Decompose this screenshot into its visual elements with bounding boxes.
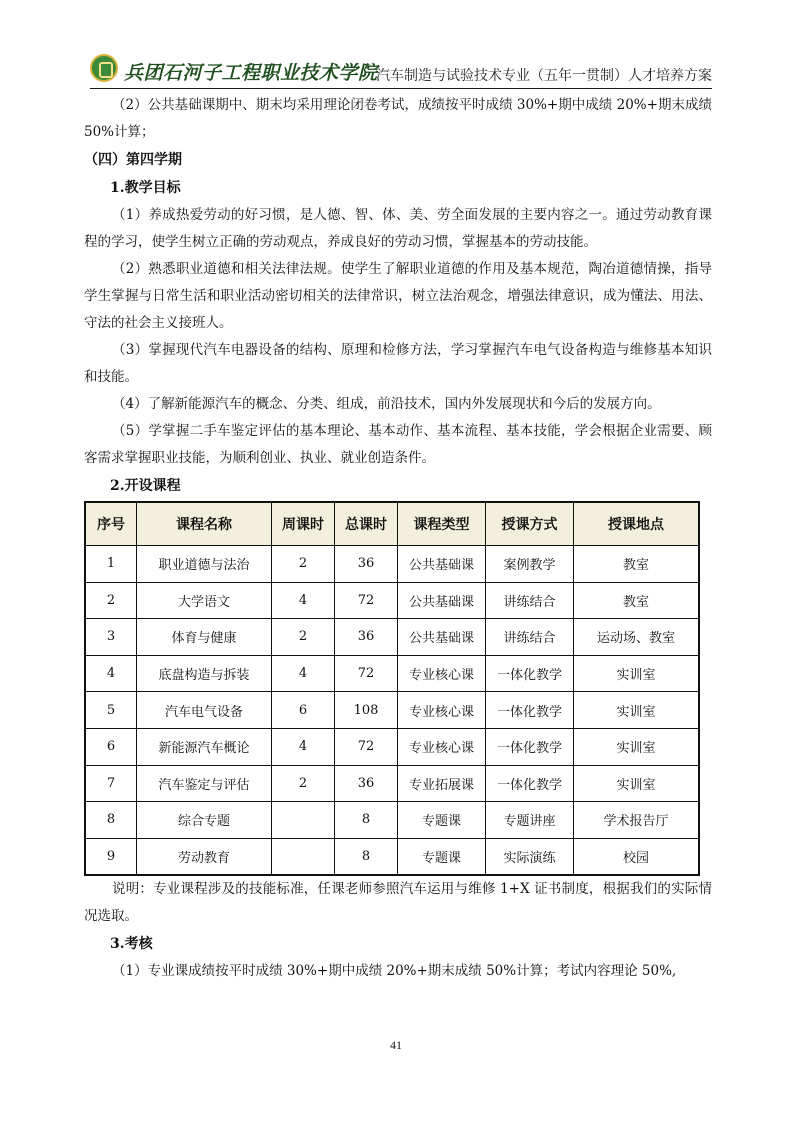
col-header-method: 授课方式: [486, 502, 574, 546]
page-content: [84, 92, 712, 985]
intro-paragraph: （2）公共基础课期中、期末均采用理论闭卷考试，成绩按平时成绩 30%+期中成绩 20%+期末成绩 50%计算；: [84, 97, 712, 140]
cell-course-name: 综合专题: [137, 802, 272, 839]
cell-weekly-hours: 2: [272, 765, 335, 802]
cell-teaching-method: 一体化教学: [486, 765, 574, 802]
cell-course-type: 专业核心课: [398, 692, 486, 729]
exam-heading: 3.考核: [110, 936, 153, 953]
exam-paragraph: （1）专业课成绩按平时成绩 30%+期中成绩 20%+期末成绩 50%计算；考试内容理论 50%,: [112, 963, 677, 980]
cell-course-name: 职业道德与法治: [137, 546, 272, 583]
section-heading: （四）第四学期: [84, 152, 182, 168]
cell-course-type: 专题课: [398, 838, 486, 875]
cell-course-name: 底盘构造与拆装: [137, 655, 272, 692]
cell-location: 实训室: [574, 655, 700, 692]
cell-total-hours: 72: [335, 582, 398, 619]
cell-total-hours: 36: [335, 546, 398, 583]
cell-teaching-method: 实际演练: [486, 838, 574, 875]
cell-course-name: 劳动教育: [137, 838, 272, 875]
cell-total-hours: 36: [335, 765, 398, 802]
cell-index: 2: [85, 582, 137, 619]
table-row: [85, 619, 699, 656]
cell-course-name: 汽车电气设备: [137, 692, 272, 729]
school-logo-icon: [90, 54, 118, 82]
cell-total-hours: 8: [335, 802, 398, 839]
cell-course-type: 专业核心课: [398, 728, 486, 765]
cell-total-hours: 72: [335, 728, 398, 765]
courses-heading: 2.开设课程: [110, 478, 181, 494]
cell-teaching-method: 一体化教学: [486, 692, 574, 729]
cell-teaching-method: 案例教学: [486, 546, 574, 583]
col-header-type: 课程类型: [398, 502, 486, 546]
table-row: [85, 692, 699, 729]
table-note: 说明：专业课程涉及的技能标准，任课老师参照汽车运用与维修 1+X 证书制度，根据我们的实际情况选取。: [84, 881, 712, 925]
table-row: [85, 655, 699, 692]
cell-weekly-hours: 6: [272, 692, 335, 729]
cell-location: 教室: [574, 582, 700, 619]
goal-paragraph: （5）学掌握二手车鉴定评估的基本理论、基本动作、基本流程、基本技能，学会根据企业需要、顾客需求掌握职业技能，为顺利创业、执业、就业创造条件。: [84, 423, 712, 466]
table-row: [85, 582, 699, 619]
cell-index: 8: [85, 802, 137, 839]
cell-total-hours: 8: [335, 838, 398, 875]
page-header: [90, 52, 712, 89]
cell-teaching-method: 讲练结合: [486, 582, 574, 619]
goal-paragraph: （2）熟悉职业道德和相关法律法规。使学生了解职业道德的作用及基本规范，陶冶道德情操，指导学生掌握与日常生活和职业活动密切相关的法律常识，树立法治观念，增强法律意识，成为懂法、用法、守法的社会主义接班人。: [84, 261, 712, 331]
cell-course-name: 新能源汽车概论: [137, 728, 272, 765]
cell-teaching-method: 一体化教学: [486, 728, 574, 765]
cell-weekly-hours: [272, 802, 335, 839]
cell-weekly-hours: 2: [272, 619, 335, 656]
col-header-index: 序号: [85, 502, 137, 546]
document-title: 汽车制造与试验技术专业（五年一贯制）人才培养方案: [376, 68, 712, 84]
cell-course-type: 专题课: [398, 802, 486, 839]
cell-course-type: 专业拓展课: [398, 765, 486, 802]
cell-weekly-hours: 2: [272, 546, 335, 583]
course-table: [84, 501, 700, 876]
page-number: 41: [390, 1038, 402, 1052]
cell-weekly-hours: 4: [272, 655, 335, 692]
table-row: [85, 765, 699, 802]
goal-paragraph: （1）养成热爱劳动的好习惯，是人德、智、体、美、劳全面发展的主要内容之一。通过劳动教育课程的学习，使学生树立正确的劳动观点，养成良好的劳动习惯，掌握基本的劳动技能。: [84, 207, 712, 250]
col-header-weekly-hours: 周课时: [272, 502, 335, 546]
table-row: [85, 728, 699, 765]
cell-course-type: 公共基础课: [398, 619, 486, 656]
col-header-location: 授课地点: [574, 502, 700, 546]
cell-index: 7: [85, 765, 137, 802]
cell-location: 运动场、教室: [574, 619, 700, 656]
cell-course-name: 体育与健康: [137, 619, 272, 656]
cell-course-type: 专业核心课: [398, 655, 486, 692]
cell-weekly-hours: [272, 838, 335, 875]
cell-teaching-method: 一体化教学: [486, 655, 574, 692]
table-row: [85, 802, 699, 839]
cell-total-hours: 72: [335, 655, 398, 692]
cell-index: 4: [85, 655, 137, 692]
cell-location: 学术报告厅: [574, 802, 700, 839]
col-header-total-hours: 总课时: [335, 502, 398, 546]
col-header-name: 课程名称: [137, 502, 272, 546]
cell-weekly-hours: 4: [272, 728, 335, 765]
goal-paragraph: （4）了解新能源汽车的概念、分类、组成，前沿技术，国内外发展现状和今后的发展方向。: [112, 396, 661, 412]
table-row: [85, 838, 699, 875]
cell-index: 3: [85, 619, 137, 656]
table-header-row: [85, 502, 699, 546]
cell-location: 实训室: [574, 728, 700, 765]
cell-location: 校园: [574, 838, 700, 875]
cell-total-hours: 36: [335, 619, 398, 656]
cell-weekly-hours: 4: [272, 582, 335, 619]
cell-location: 实训室: [574, 765, 700, 802]
cell-total-hours: 108: [335, 692, 398, 729]
cell-location: 教室: [574, 546, 700, 583]
cell-index: 9: [85, 838, 137, 875]
cell-teaching-method: 讲练结合: [486, 619, 574, 656]
table-row: [85, 546, 699, 583]
goal-paragraph: （3）掌握现代汽车电器设备的结构、原理和检修方法，学习掌握汽车电气设备构造与维修基本知识和技能。: [84, 342, 712, 385]
cell-course-name: 汽车鉴定与评估: [137, 765, 272, 802]
school-name: 兵团石河子工程职业技术学院: [124, 62, 378, 84]
cell-course-type: 公共基础课: [398, 582, 486, 619]
cell-location: 实训室: [574, 692, 700, 729]
cell-index: 1: [85, 546, 137, 583]
cell-index: 5: [85, 692, 137, 729]
goals-heading: 1.教学目标: [110, 180, 181, 196]
cell-index: 6: [85, 728, 137, 765]
cell-course-name: 大学语文: [137, 582, 272, 619]
cell-teaching-method: 专题讲座: [486, 802, 574, 839]
cell-course-type: 公共基础课: [398, 546, 486, 583]
